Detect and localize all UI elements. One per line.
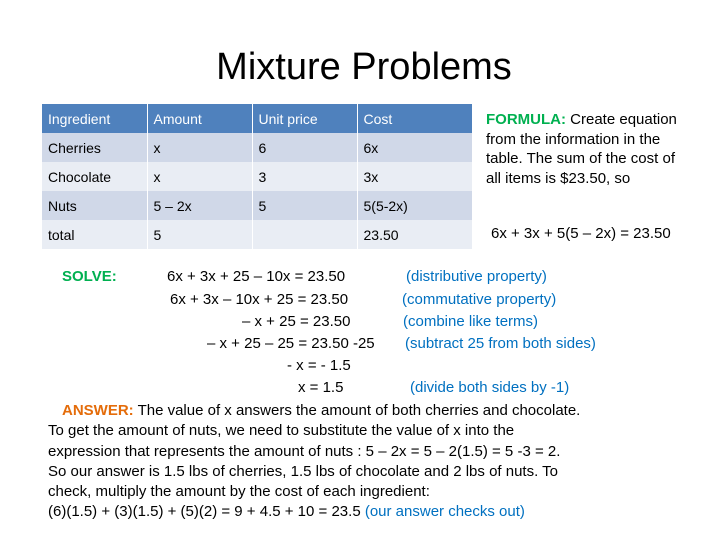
solve-step-note: (subtract 25 from both sides) [405, 335, 596, 352]
table-cell: total [42, 220, 147, 249]
slide-title: Mixture Problems [216, 46, 512, 88]
table-header-row [42, 104, 472, 133]
ingredients-table [42, 104, 472, 249]
header-cost: Cost [357, 104, 472, 133]
formula-equation: 6x + 3x + 5(5 – 2x) = 23.50 [491, 225, 671, 242]
answer-block [48, 401, 708, 523]
table-row [42, 220, 472, 249]
answer-line [48, 401, 708, 421]
solve-label: SOLVE: [62, 268, 117, 285]
table-cell [252, 220, 357, 249]
table-cell: 3 [252, 162, 357, 191]
table-cell: 23.50 [357, 220, 472, 249]
table-row [42, 162, 472, 191]
table-row [42, 191, 472, 220]
table-cell: x [147, 133, 252, 162]
formula-label: FORMULA: [486, 111, 566, 128]
table-cell: Nuts [42, 191, 147, 220]
solve-step-note: (divide both sides by -1) [410, 379, 570, 396]
answer-text: The value of x answers the amount of both cherries and chocolate. [137, 402, 581, 419]
table-cell: 6 [252, 133, 357, 162]
answer-line: expression that represents the amount of nuts : 5 – 2x = 5 – 2(1.5) = 5 -3 = 2. [48, 442, 561, 460]
solve-step-note: (commutative property) [402, 291, 557, 308]
header-unit-price: Unit price [252, 104, 357, 133]
solve-step-equation: 6x + 3x + 25 – 10x = 23.50 [167, 268, 346, 285]
answer-line [48, 502, 708, 522]
solve-step-equation: x = 1.5 [298, 379, 344, 396]
solve-step-note: (combine like terms) [403, 313, 539, 330]
table-cell: 5 [252, 191, 357, 220]
answer-label: ANSWER: [62, 402, 134, 419]
answer-line: So our answer is 1.5 lbs of cherries, 1.5 lbs of chocolate and 2 lbs of nuts. To [48, 462, 559, 480]
table-cell: 3x [357, 162, 472, 191]
solve-step-equation: 6x + 3x – 10x + 25 = 23.50 [170, 291, 349, 308]
table-cell: Cherries [42, 133, 147, 162]
table-cell: 6x [357, 133, 472, 162]
answer-line: check, multiply the amount by the cost of each ingredient: [48, 483, 430, 501]
formula-note [486, 110, 686, 188]
check-note: (our answer checks out) [364, 503, 525, 521]
header-ingredient: Ingredient [42, 104, 147, 133]
table-row [42, 133, 472, 162]
table-cell: Chocolate [42, 162, 147, 191]
formula-text: Create equation from the information in the table. The sum of the cost of all items is $23.50, so [486, 111, 677, 187]
table-cell: 5 – 2x [147, 191, 252, 220]
check-equation: (6)(1.5) + (3)(1.5) + (5)(2) = 9 + 4.5 + 10 = 23.5 [48, 503, 361, 521]
solve-step-equation: – x + 25 – 25 = 23.50 -25 [207, 335, 375, 352]
header-amount: Amount [147, 104, 252, 133]
answer-line: To get the amount of nuts, we need to substitute the value of x into the [48, 422, 515, 440]
table-cell: x [147, 162, 252, 191]
solve-step-equation: - x = - 1.5 [287, 357, 351, 374]
table-cell: 5(5-2x) [357, 191, 472, 220]
solve-step-note: (distributive property) [406, 268, 547, 285]
table-cell: 5 [147, 220, 252, 249]
solve-step-equation: – x + 25 = 23.50 [242, 313, 351, 330]
